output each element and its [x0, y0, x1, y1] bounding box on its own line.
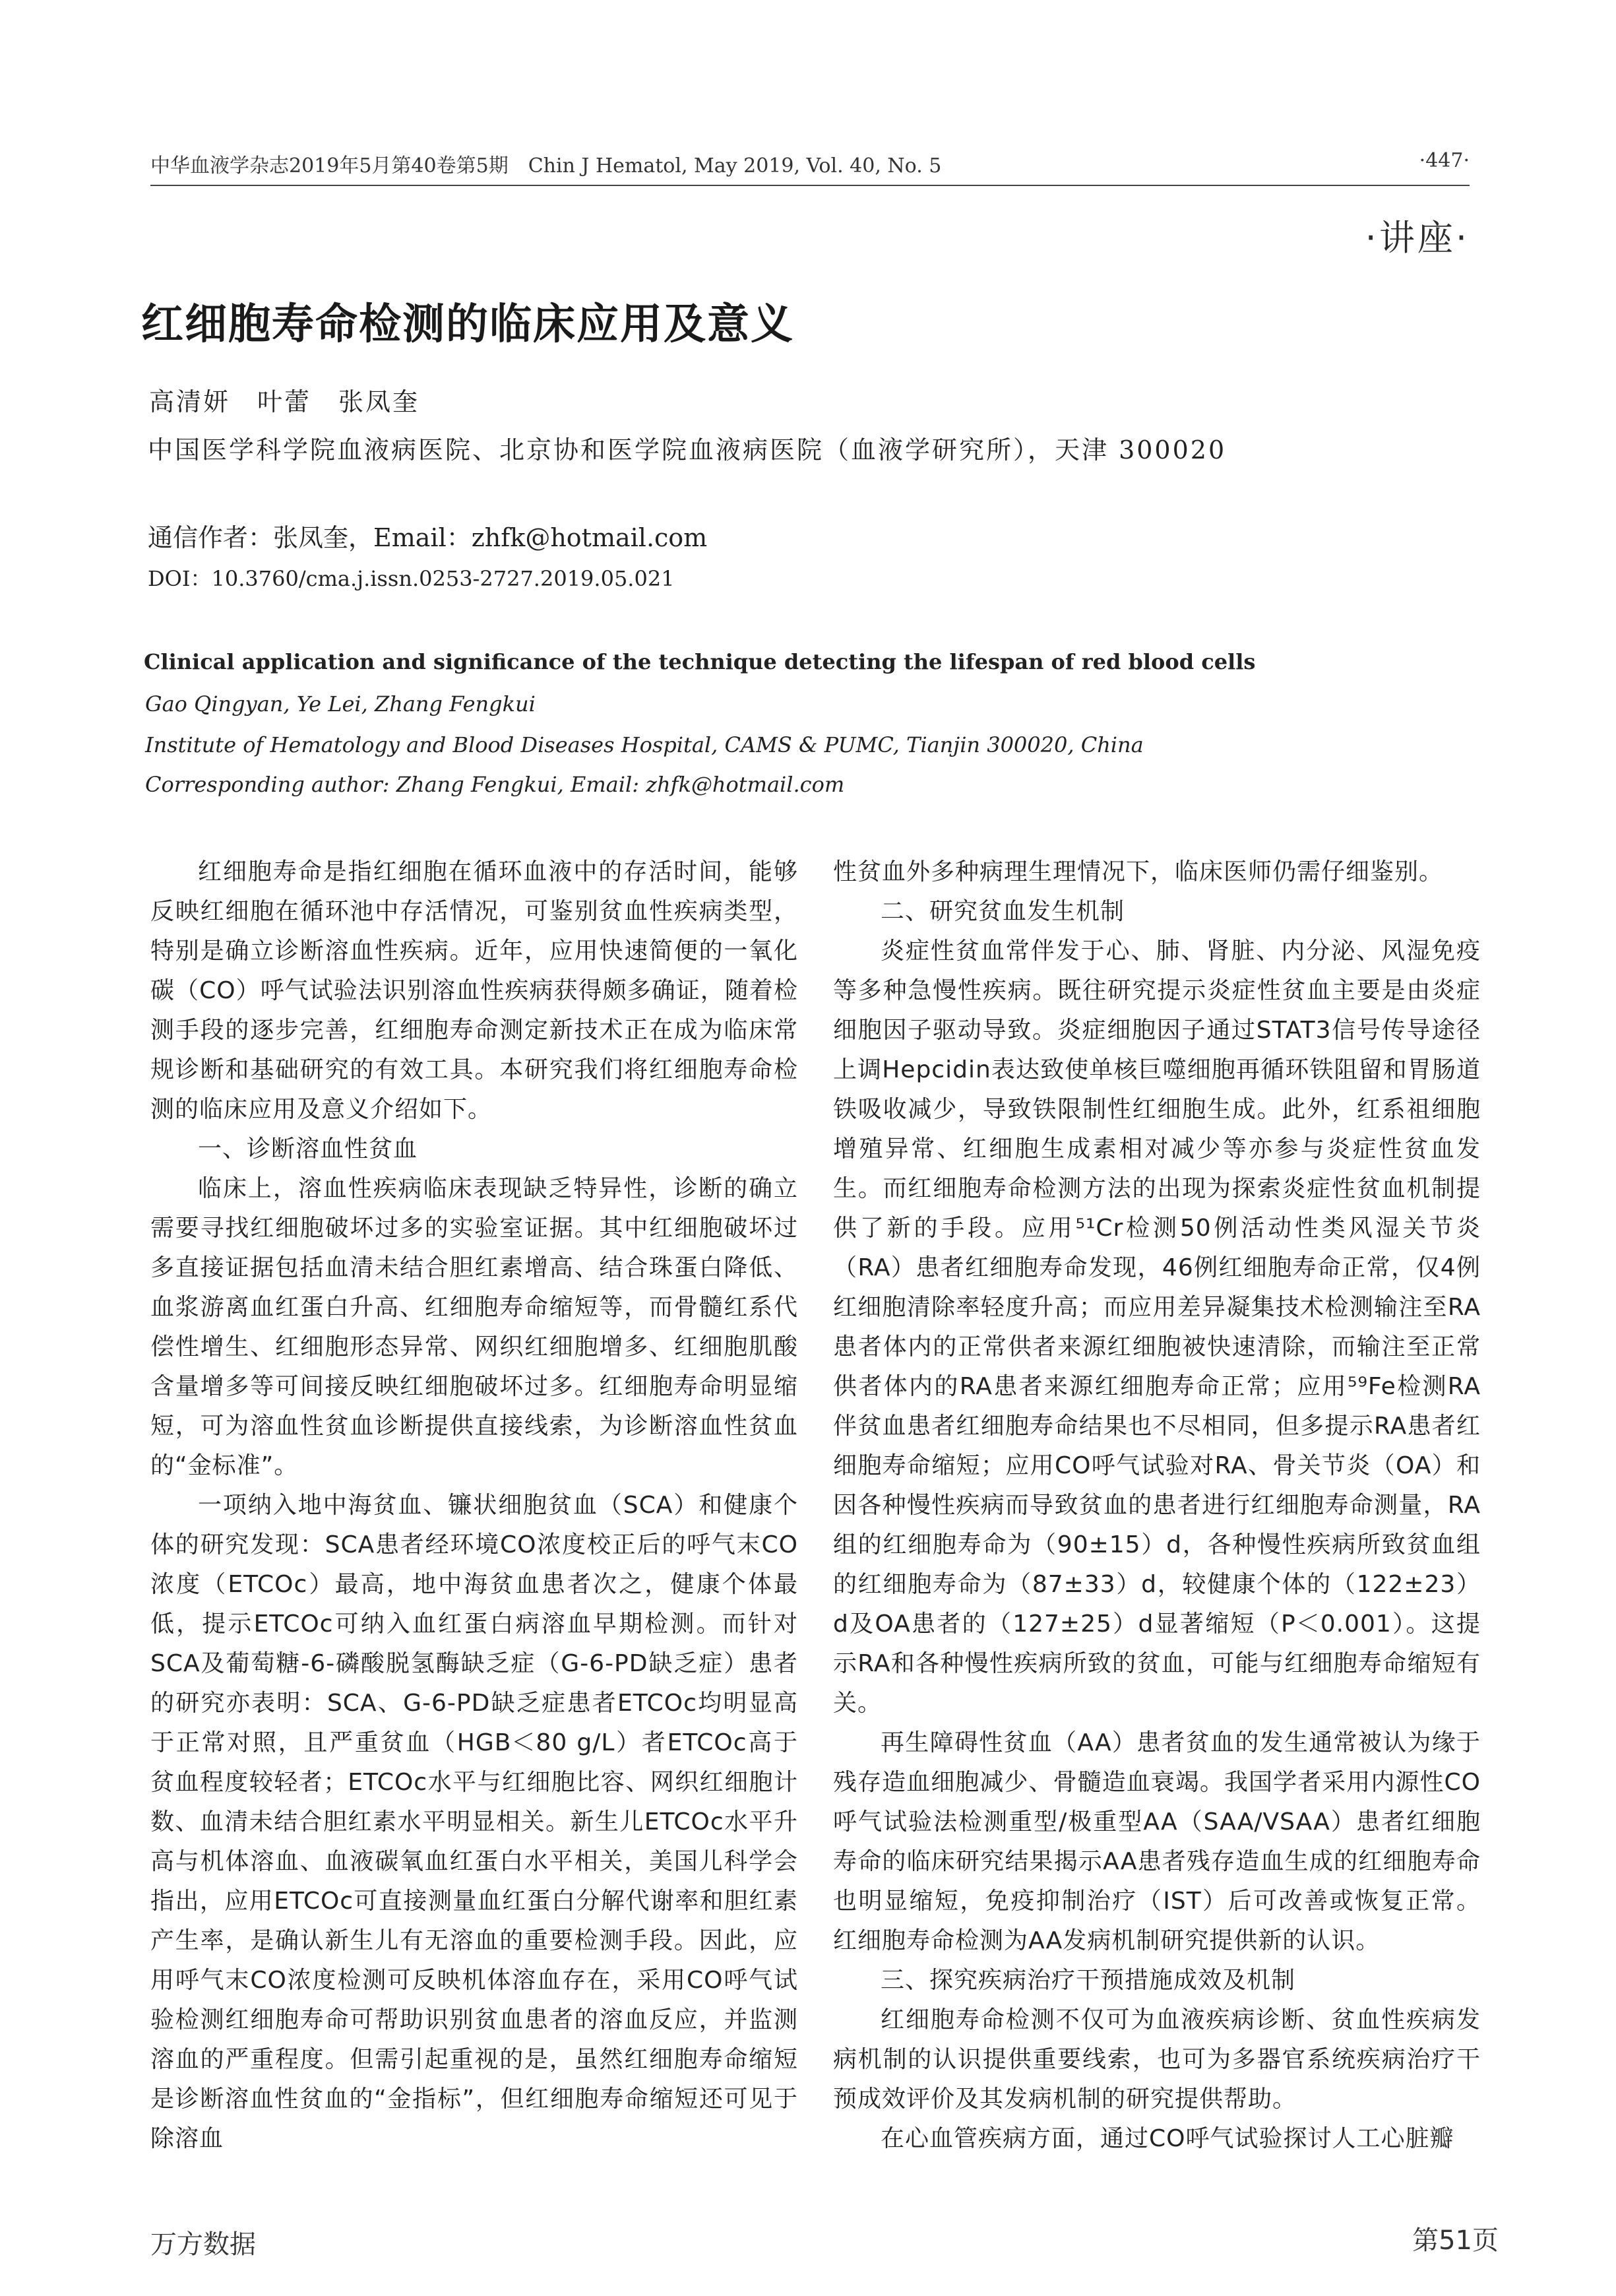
- paragraph: 性贫血外多种病理生理情况下，临床医师仍需仔细鉴别。: [833, 858, 1444, 885]
- body-column-left: [150, 852, 798, 2159]
- paragraph: 红细胞寿命检测不仅可为血液疾病诊断、贫血性疾病发病机制的认识提供重要线索，也可为多器官系统疾病治疗干预成效评价及其发病机制的研究提供帮助。: [833, 2006, 1481, 2113]
- page-label: 第51页: [1412, 2225, 1499, 2256]
- journal-info: 中华血液学杂志2019年5月第40卷第5期 Chin J Hematol, May 2019, Vol. 40, No. 5: [150, 154, 942, 177]
- english-correspondence: Corresponding author: Zhang Fengkui, Email: zhfk@hotmail.com: [145, 772, 845, 797]
- section-heading: 一、诊断溶血性贫血: [198, 1135, 418, 1163]
- section-heading: 二、研究贫血发生机制: [881, 898, 1125, 925]
- correspondence: 通信作者：张凤奎，Email：zhfk@hotmail.com: [148, 523, 708, 552]
- page-number: ·447·: [1419, 149, 1470, 172]
- article-title: 红细胞寿命检测的临床应用及意义: [141, 300, 794, 349]
- header-divider: [150, 185, 1470, 186]
- authors: 高清妍 叶蕾 张凤奎: [149, 387, 420, 416]
- running-header: [150, 149, 1470, 178]
- source-watermark: 万方数据: [150, 2229, 256, 2260]
- paragraph: 炎症性贫血常伴发于心、肺、肾脏、内分泌、风湿免疫等多种急慢性疾病。既往研究提示炎症性贫血主要是由炎症细胞因子驱动导致。炎症细胞因子通过STAT3信号传导途径上调Hepcidin表达致使单核巨噬细胞再循环铁阻留和胃肠道铁吸收减少，导致铁限制性红细胞生成。此外，红系祖细胞增殖异常、红细胞生成素相对减少等亦参与炎症性贫血发生。而红细胞寿命检测方法的出现为探索炎症性贫血机制提供了新的手段。应用⁵¹Cr检测50例活动性类风湿关节炎（RA）患者红细胞寿命发现，46例红细胞寿命正常，仅4例红细胞清除率轻度升高；而应用差异凝集技术检测输注至RA患者体内的正常供者来源红细胞被快速清除，而输注至正常供者体内的RA患者来源红细胞寿命正常；应用⁵⁹Fe检测RA伴贫血患者红细胞寿命结果也不尽相同，但多提示RA患者红细胞寿命缩短；应用CO呼气试验对RA、骨关节炎（OA）和因各种慢性疾病而导致贫血的患者进行红细胞寿命测量，RA组的红细胞寿命为（90±15）d，各种慢性疾病所致贫血组的红细胞寿命为（87±33）d，较健康个体的（122±23）d及OA患者的（127±25）d显著缩短（P＜0.001）。这提示RA和各种慢性疾病所致的贫血，可能与红细胞寿命缩短有关。: [833, 938, 1481, 1717]
- affiliation: 中国医学科学院血液病医院、北京协和医学院血液病医院（血液学研究所），天津 300020: [148, 435, 1227, 464]
- english-title: Clinical application and significance of the technique detecting the lifespan of red blood cells: [144, 649, 1256, 674]
- paragraph: 再生障碍性贫血（AA）患者贫血的发生通常被认为缘于残存造血细胞减少、骨髓造血衰竭。我国学者采用内源性CO呼气试验法检测重型/极重型AA（SAA/VSAA）患者红细胞寿命的临床研究结果揭示AA患者残存造血生成的红细胞寿命也明显缩短，免疫抑制治疗（IST）后可改善或恢复正常。红细胞寿命检测为AA发病机制研究提供新的认识。: [833, 1729, 1481, 1954]
- section-tag: ·讲座·: [1365, 217, 1470, 259]
- body-column-right: [833, 852, 1481, 2159]
- paragraph: 一项纳入地中海贫血、镰状细胞贫血（SCA）和健康个体的研究发现：SCA患者经环境CO浓度校正后的呼气末CO浓度（ETCOc）最高，地中海贫血患者次之，健康个体最低，提示ETCOc可纳入血红蛋白病溶血早期检测。而针对SCA及葡萄糖-6-磷酸脱氢酶缺乏症（G-6-PD缺乏症）患者的研究亦表明：SCA、G-6-PD缺乏症患者ETCOc均明显高于正常对照，且严重贫血（HGB＜80 g/L）者ETCOc高于贫血程度较轻者；ETCOc水平与红细胞比容、网织红细胞计数、血清未结合胆红素水平明显相关。新生儿ETCOc水平升高与机体溶血、血液碳氧血红蛋白水平相关，美国儿科学会指出，应用ETCOc可直接测量血红蛋白分解代谢率和胆红素产生率，是确认新生儿有无溶血的重要检测手段。因此，应用呼气末CO浓度检测可反映机体溶血存在，采用CO呼气试验检测红细胞寿命可帮助识别贫血患者的溶血反应，并监测溶血的严重程度。但需引起重视的是，虽然红细胞寿命缩短是诊断溶血性贫血的“金指标”，但红细胞寿命缩短还可见于除溶血: [150, 1492, 798, 2152]
- english-authors: Gao Qingyan, Ye Lei, Zhang Fengkui: [145, 691, 536, 717]
- doi: DOI：10.3760/cma.j.issn.0253-2727.2019.05.021: [148, 566, 675, 591]
- english-affiliation: Institute of Hematology and Blood Diseases Hospital, CAMS & PUMC, Tianjin 300020, China: [145, 732, 1144, 757]
- section-heading: 三、探究疾病治疗干预措施成效及机制: [881, 1967, 1296, 1994]
- paragraph: 临床上，溶血性疾病临床表现缺乏特异性，诊断的确立需要寻找红细胞破坏过多的实验室证据。其中红细胞破坏过多直接证据包括血清未结合胆红素增高、结合珠蛋白降低、血浆游离血红蛋白升高、红细胞寿命缩短等，而骨髓红系代偿性增生、红细胞形态异常、网织红细胞增多、红细胞肌酸含量增多等可间接反映红细胞破坏过多。红细胞寿命明显缩短，可为溶血性贫血诊断提供直接线索，为诊断溶血性贫血的“金标准”。: [150, 1175, 798, 1479]
- paragraph: 红细胞寿命是指红细胞在循环血液中的存活时间，能够反映红细胞在循环池中存活情况，可鉴别贫血性疾病类型，特别是确立诊断溶血性疾病。近年，应用快速简便的一氧化碳（CO）呼气试验法识别溶血性疾病获得颇多确证，随着检测手段的逐步完善，红细胞寿命测定新技术正在成为临床常规诊断和基础研究的有效工具。本研究我们将红细胞寿命检测的临床应用及意义介绍如下。: [150, 858, 798, 1123]
- paragraph: 在心血管疾病方面，通过CO呼气试验探讨人工心脏瓣: [881, 2125, 1454, 2152]
